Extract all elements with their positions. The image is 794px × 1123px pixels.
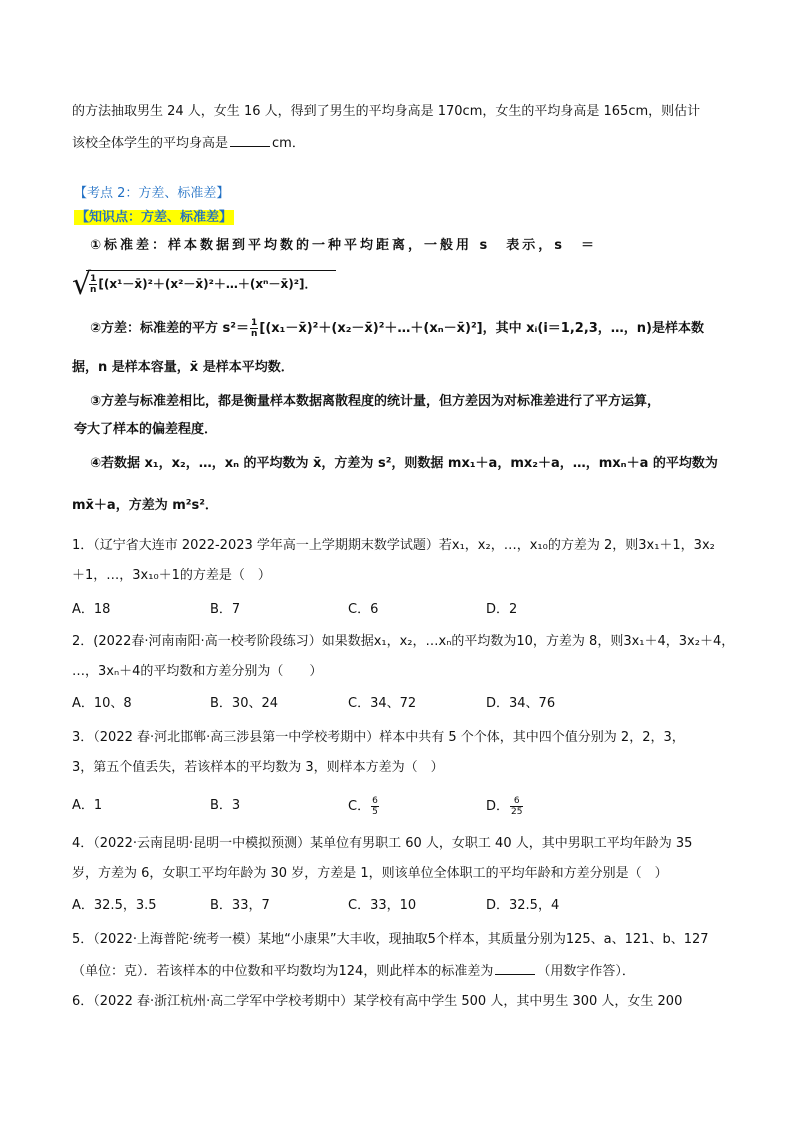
question-1-option-b[interactable]: B．7 — [210, 602, 241, 617]
sqrt-icon: √ — [72, 267, 92, 302]
knowledge-3-line-2: 夸大了样本的偏差程度． — [74, 422, 218, 437]
question-4-option-d[interactable]: D．32.5，4 — [486, 898, 560, 913]
question-1-line-2: ＋1，…，3x₁₀＋1的方差是（ ） — [72, 568, 271, 583]
question-3-option-c[interactable] — [348, 796, 380, 817]
knowledge-2-line-1 — [90, 318, 704, 339]
question-4-option-a[interactable]: A．32.5，3.5 — [72, 898, 157, 913]
option-c-label: C． — [348, 799, 371, 814]
question-3-option-d[interactable] — [486, 796, 524, 817]
question-1-option-c[interactable]: C．6 — [348, 602, 379, 617]
question-1-option-a[interactable]: A．18 — [72, 602, 111, 617]
question-3-option-a[interactable]: A．1 — [72, 798, 103, 813]
knowledge-4-line-1: ④若数据 x₁，x₂，…，xₙ 的平均数为 x̄，方差为 s²，则数据 mx₁＋a，mx₂＋a，…，mxₙ＋a 的平均数为 — [90, 456, 718, 471]
intro-text: 该校全体学生的平均身高是 — [72, 136, 229, 151]
question-5-line-1: 5．（2022·上海普陀·统考一模）某地“小康果”大丰收，现抽取5个样本，其质量分别为125、a、121、b、127 — [72, 932, 709, 947]
option-d-label: D． — [486, 799, 510, 814]
question-3-line-2: 3，第五个值丢失，若该样本的平均数为 3，则样本方差为（ ） — [72, 760, 444, 775]
question-3-option-b[interactable]: B．3 — [210, 798, 241, 813]
variance-fraction: $\frac{1}{n}$ — [250, 318, 258, 339]
std-formula — [72, 266, 342, 302]
question-2-option-c[interactable]: C．34、72 — [348, 696, 417, 711]
variance-label: ②方差：标准差的平方 s²＝ — [90, 321, 249, 336]
knowledge-1-line-1: ①标准差：样本数据到平均数的一种平均距离，一般用 s 表示，s ＝ — [90, 238, 598, 253]
question-4-line-2: 岁，方差为 6，女职工平均年龄为 30 岁，方差是 1，则该单位全体职工的平均年龄和方差分别是（ ） — [72, 866, 668, 881]
std-formula-text: [(x¹－x̄)²＋(x²－x̄)²＋…＋(xⁿ－x̄)²]． — [98, 277, 317, 291]
question-5-text: （单位：克）．若该样本的中位数和平均数均为124，则此样本的标准差为 — [72, 964, 494, 979]
question-2-option-d[interactable]: D．34、76 — [486, 696, 556, 711]
intro-line-2 — [72, 132, 305, 154]
question-2-option-a[interactable]: A．10、8 — [72, 696, 132, 711]
knowledge-3-line-1: ③方差与标准差相比，都是衡量样本数据离散程度的统计量，但方差因为对标准差进行了平方运算， — [90, 394, 661, 409]
sqrt-bar — [86, 270, 336, 271]
question-3-line-1: 3．（2022 春·河北邯郸·高三涉县第一中学校考期中）样本中共有 5 个个体，其中四个值分别为 2，2，3， — [72, 730, 685, 745]
knowledge-4-line-2: mx̄＋a，方差为 m²s²． — [72, 498, 218, 513]
std-fraction: $\frac{1}{n}$ — [90, 274, 97, 295]
intro-line-1: 的方法抽取男生 24 人，女生 16 人，得到了男生的平均身高是 170cm，女生的平均身高是 165cm，则估计 — [72, 104, 701, 119]
knowledge-2-line-2: 据，n 是样本容量，x̄ 是样本平均数． — [72, 360, 294, 375]
question-1-option-d[interactable]: D．2 — [486, 602, 518, 617]
question-1-line-1: 1．（辽宁省大连市 2022-2023 学年高一上学期期末数学试题）若x₁，x₂，…，x₁₀的方差为 2，则3x₁＋1，3x₂ — [72, 538, 715, 553]
answer-blank[interactable] — [230, 132, 270, 147]
question-5-suffix: （用数字作答）． — [537, 964, 635, 979]
question-4-option-c[interactable]: C．33，10 — [348, 898, 417, 913]
knowledge-header-wrap — [74, 208, 234, 228]
question-5-line-2 — [72, 960, 635, 982]
variance-formula: [(x₁－x̄)²＋(x₂－x̄)²＋…＋(xₙ－x̄)²]，其中 xᵢ(i＝1,2,3，…，n)是样本数 — [259, 321, 704, 336]
question-4-option-b[interactable]: B．33，7 — [210, 898, 270, 913]
intro-unit: cm． — [272, 136, 305, 151]
question-2-line-2: …，3xₙ＋4的平均数和方差分别为（ ） — [72, 664, 323, 679]
question-2-option-b[interactable]: B．30、24 — [210, 696, 279, 711]
knowledge-header: 【知识点：方差、标准差】 — [76, 210, 233, 225]
question-6-line-1: 6．（2022 春·浙江杭州·高二学军中学校考期中）某学校有高中学生 500 人，其中男生 300 人，女生 200 — [72, 994, 683, 1009]
question-5-answer-blank[interactable] — [495, 960, 535, 975]
question-4-line-1: 4．（2022·云南昆明·昆明一中模拟预测）某单位有男职工 60 人，女职工 40 人，其中男职工平均年龄为 35 — [72, 836, 693, 851]
topic-header: 【考点 2：方差、标准差】 — [74, 186, 230, 201]
question-2-line-1: 2．(2022春·河南南阳·高一校考阶段练习）如果数据x₁，x₂，…xₙ的平均数为10，方差为 8，则3x₁＋4，3x₂＋4， — [72, 634, 735, 649]
option-d-fraction: $\frac{6}{25}$ — [511, 796, 523, 817]
std-formula-body — [88, 274, 317, 295]
option-c-fraction: $\frac{6}{5}$ — [372, 796, 378, 817]
